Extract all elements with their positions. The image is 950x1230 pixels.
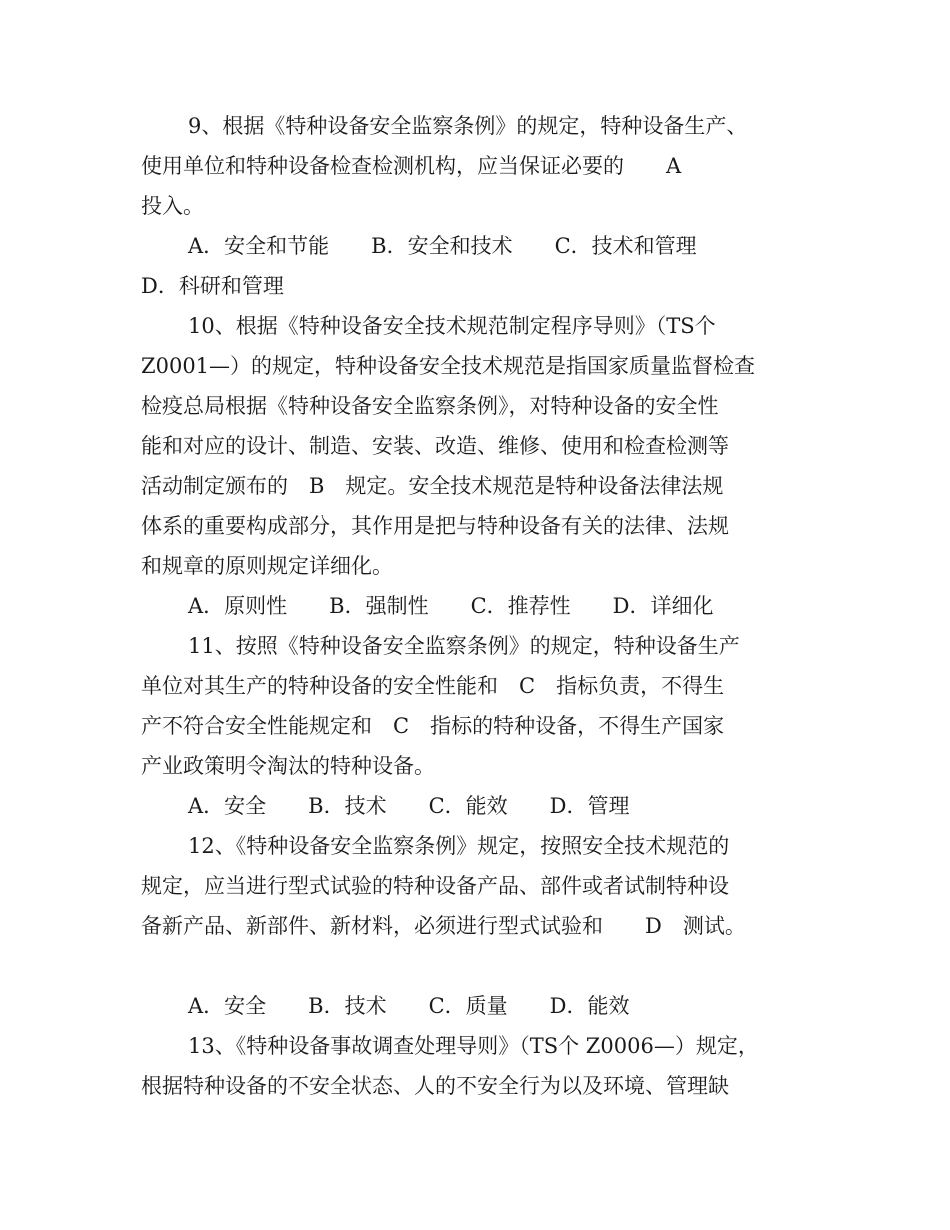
q12-line-3: 备新产品、新部件、新材料，必须进行型式试验和 D 测试。 xyxy=(141,914,746,938)
q11-line-3: 产不符合安全性能规定和 C 指标的特种设备，不得生产国家 xyxy=(141,714,725,738)
q10-options: A．原则性 B．强制性 C．推荐性 D．详细化 xyxy=(188,594,714,618)
q10-line-2: Z0001—）的规定，特种设备安全技术规范是指国家质量监督检查 xyxy=(141,354,756,378)
q10-line-4: 能和对应的设计、制造、安装、改造、维修、使用和检查检测等 xyxy=(141,434,729,458)
q11-line-4: 产业政策明令淘汰的特种设备。 xyxy=(141,754,435,778)
q12-line-2: 规定，应当进行型式试验的特种设备产品、部件或者试制特种设 xyxy=(141,874,729,898)
q9-option-d: D．科研和管理 xyxy=(141,274,284,298)
q10-line-1: 10、根据《特种设备安全技术规范制定程序导则》（TS个 xyxy=(188,314,716,338)
q12-line-1: 12、《特种设备安全监察条例》规定，按照安全技术规范的 xyxy=(188,834,730,858)
q9-line-3: 投入。 xyxy=(141,194,204,218)
q11-line-2: 单位对其生产的特种设备的安全性能和 C 指标负责，不得生 xyxy=(141,674,725,698)
q10-line-6: 体系的重要构成部分，其作用是把与特种设备有关的法律、法规 xyxy=(141,514,729,538)
q9-options: A．安全和节能 B．安全和技术 C．技术和管理 xyxy=(188,234,697,258)
q11-options: A．安全 B．技术 C．能效 D．管理 xyxy=(188,794,630,818)
q12-options: A．安全 B．技术 C．质量 D．能效 xyxy=(188,994,630,1018)
q10-line-5: 活动制定颁布的 B 规定。安全技术规范是特种设备法律法规 xyxy=(141,474,724,498)
q10-line-3: 检疫总局根据《特种设备安全监察条例》，对特种设备的安全性 xyxy=(141,394,719,418)
q11-line-1: 11、按照《特种设备安全监察条例》的规定，特种设备生产 xyxy=(188,634,740,658)
q9-line-1: 9、根据《特种设备安全监察条例》的规定，特种设备生产、 xyxy=(188,114,748,138)
q10-line-7: 和规章的原则规定详细化。 xyxy=(141,554,393,578)
q9-line-2: 使用单位和特种设备检查检测机构，应当保证必要的 A xyxy=(141,154,682,178)
q13-line-2: 根据特种设备的不安全状态、人的不安全行为以及环境、管理缺 xyxy=(141,1074,729,1098)
q13-line-1: 13、《特种设备事故调查处理导则》（TS个 Z0006—）规定， xyxy=(188,1034,759,1058)
